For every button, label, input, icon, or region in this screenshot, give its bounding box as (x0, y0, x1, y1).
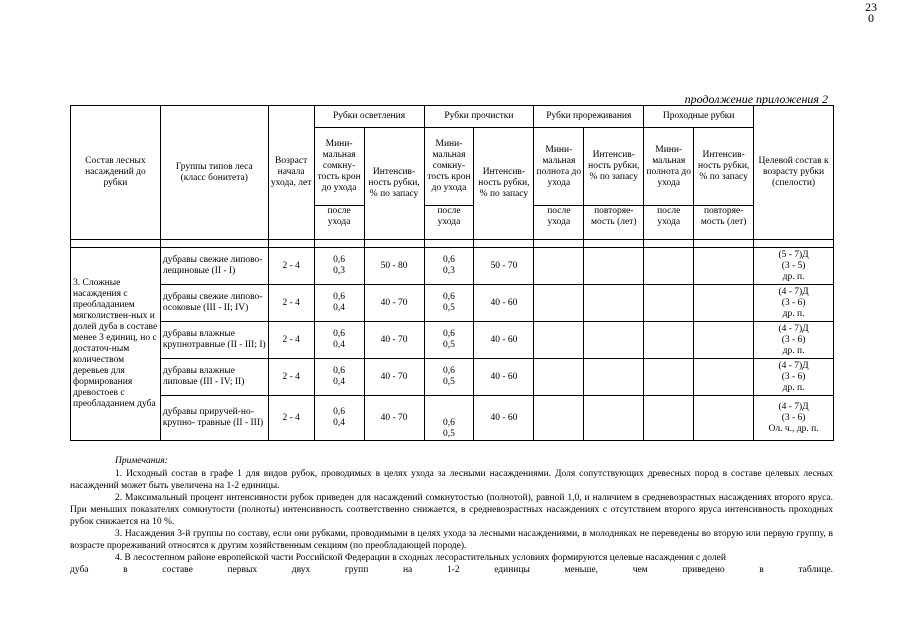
start-age-cell-value: 2 - 4 (282, 371, 300, 382)
clearing-min-cell-value: 0,6 (333, 255, 346, 265)
forest-group-cell-value: дубравы влажные липовые (III - IV; II) (162, 366, 245, 387)
header-thn-repeat: повторяе-мость (лет) (584, 206, 644, 240)
cleaning-min-cell-value: 0,6 (443, 418, 455, 428)
cleaning-intensity-cell-value: 40 - 60 (490, 371, 518, 382)
header-cln-after: после ухода (424, 206, 474, 240)
passage-intensity-cell (694, 285, 754, 322)
cleaning-after-value: 0,5 (443, 303, 455, 313)
cleaning-min-cell-value: 0,6 (443, 255, 455, 265)
header-forest-groups: Группы типов леса (класс бонитета) (160, 106, 268, 240)
forest-group-cell (160, 322, 268, 359)
cleaning-intensity-cell-value: 40 - 60 (490, 297, 518, 308)
cleaning-intensity-cell (474, 396, 534, 441)
cleaning-min-cell (424, 359, 474, 396)
cleaning-intensity-cell (474, 285, 534, 322)
clearing-intensity-cell (364, 359, 424, 396)
clearing-intensity-cell-value: 40 - 70 (380, 334, 408, 345)
passage-min-cell (644, 396, 694, 441)
target-composition-cell-value: (4 - 7)Д (3 - 6) др. п. (778, 323, 809, 356)
note-4: 4. В лесостепном районе европейской части Российской Федерации в сходных лесорастительных условиях формируются целевые насаждения с долей (115, 553, 726, 563)
cleaning-intensity-cell-value: 40 - 60 (490, 334, 518, 345)
cleaning-min-cell (424, 285, 474, 322)
start-age-cell (268, 248, 314, 285)
table-row (71, 285, 834, 322)
header-thn-min: Мини-мальная полнота до ухода (534, 128, 584, 206)
cleaning-min-cell-value: 0,6 (443, 292, 455, 302)
notes-heading: Примечания: (115, 456, 168, 466)
note-1: 1. Исходный состав в графе 1 для видов рубок, проводимых в целях ухода за лесными насаждениями. Доля сопутствующих древесных пород в составе целевых лесных насаждений может быть увеличена на 1-2 единицы. (70, 469, 833, 491)
forest-group-cell-value: дубравы влажные крупнотравные (II - III; I) (162, 329, 266, 350)
passage-min-cell (644, 285, 694, 322)
clearing-min-cell (314, 396, 364, 441)
thinning-min-cell (534, 285, 584, 322)
passage-min-cell (644, 359, 694, 396)
target-composition-cell-value: (4 - 7)Д (3 - 6) др. п. (778, 286, 809, 319)
note-3: 3. Насаждения 3-й группы по составу, если они рубками, проводимыми в целях ухода за лесными насаждениями, в молодняках не переведены во вторую или первую группу, в возрасте прореживаний относятся к другим хозяйственным секциям (по преобладающей породе). (70, 529, 833, 551)
clearing-after-value: 0,4 (333, 303, 346, 313)
cleaning-after-value: 0,3 (443, 266, 455, 276)
header-thn-after: после ухода (534, 206, 584, 240)
cleaning-min-cell (424, 248, 474, 285)
clearing-after-value: 0,4 (333, 340, 346, 350)
header-start-age: Возраст начала ухода, лет (268, 106, 314, 240)
forest-group-cell-value: дубравы приручей-но-крупно- травные (II - III) (162, 407, 264, 428)
forest-group-cell-value: дубравы свежие липово- лещиновые (II - I) (162, 255, 263, 276)
clearing-min-cell-value: 0,6 (333, 407, 346, 417)
cleaning-min-cell (424, 322, 474, 359)
note-4-continuation: дуба в составе первых двух групп на 1-2 единицы меньше, чем приведено в таблице. (70, 565, 833, 575)
passage-intensity-cell (694, 248, 754, 285)
thinning-min-cell (534, 359, 584, 396)
cleaning-intensity-cell (474, 248, 534, 285)
cleaning-intensity-cell-value: 40 - 60 (490, 412, 518, 423)
start-age-cell (268, 285, 314, 322)
clearing-intensity-cell-value: 40 - 70 (380, 371, 408, 382)
start-age-cell (268, 359, 314, 396)
clearing-intensity-cell (364, 248, 424, 285)
start-age-cell-value: 2 - 4 (282, 334, 300, 345)
header-composition: Состав лесных насаждений до рубки (71, 106, 161, 240)
clearing-min-cell-value: 0,6 (333, 292, 346, 302)
table-row (71, 396, 834, 441)
spacer-row (71, 240, 834, 248)
continuation-label: продолжение приложения 2 (684, 92, 828, 106)
cleaning-after-value: 0,5 (443, 429, 455, 439)
clearing-min-cell (314, 248, 364, 285)
cleaning-min-cell (424, 396, 474, 441)
clearing-intensity-cell (364, 285, 424, 322)
target-composition-cell (754, 396, 834, 441)
clearing-intensity-cell-value: 40 - 70 (380, 412, 408, 423)
target-composition-cell (754, 359, 834, 396)
table-row (71, 248, 834, 285)
group-label-value: 3. Сложные насаждения с преобладанием мягколиствен-ных и долей дуба в составе менее 3 единиц, но с достаточ-ным количеством деревьев для формирования древостоев с преобладанием дуба (73, 278, 158, 409)
clearing-min-cell-value: 0,6 (333, 329, 346, 339)
clearing-intensity-cell (364, 396, 424, 441)
header-target: Целевой состав к возрасту рубки (спелости) (754, 106, 834, 240)
cleaning-min-cell-value: 0,6 (443, 329, 455, 339)
clearing-intensity-cell-value: 40 - 70 (380, 297, 408, 308)
thinning-intensity-cell (584, 359, 644, 396)
group-label (71, 248, 161, 441)
notes-section (70, 455, 833, 576)
start-age-cell-value: 2 - 4 (282, 297, 300, 308)
clearing-intensity-cell-value: 50 - 80 (380, 260, 408, 271)
header-cln-int: Интенсив-ность рубки, % по запасу (474, 128, 534, 240)
cleaning-after-value: 0,5 (443, 340, 455, 350)
table-row (71, 359, 834, 396)
forest-group-cell (160, 359, 268, 396)
thinning-min-cell (534, 322, 584, 359)
clearing-intensity-cell (364, 322, 424, 359)
cleaning-intensity-cell (474, 322, 534, 359)
clearing-after-value: 0,3 (333, 266, 346, 276)
cleaning-min-cell-value: 0,6 (443, 366, 455, 376)
target-composition-cell (754, 285, 834, 322)
clearing-min-cell-value: 0,6 (333, 366, 346, 376)
header-clr-after: после ухода (314, 206, 364, 240)
thinning-intensity-cell (584, 322, 644, 359)
start-age-cell-value: 2 - 4 (282, 260, 300, 271)
header-pas-min: Мини-мальная полнота до ухода (644, 128, 694, 206)
thinning-min-cell (534, 396, 584, 441)
passage-min-cell (644, 322, 694, 359)
header-cleaning: Рубки прочистки (424, 106, 534, 128)
passage-intensity-cell (694, 322, 754, 359)
forest-group-cell (160, 396, 268, 441)
cleaning-after-value: 0,5 (443, 377, 455, 387)
header-clr-int: Интенсив-ность рубки, % по запасу (364, 128, 424, 240)
clearing-min-cell (314, 359, 364, 396)
page-number: 23 0 (865, 0, 877, 25)
cleaning-intensity-cell (474, 359, 534, 396)
thinning-min-cell (534, 248, 584, 285)
forest-group-cell-value: дубравы свежие липово- осоковые (III - II; IV) (162, 292, 263, 313)
target-composition-cell (754, 322, 834, 359)
header-passage: Проходные рубки (644, 106, 754, 128)
cleaning-intensity-cell-value: 50 - 70 (490, 260, 518, 271)
clearing-after-value: 0,4 (333, 418, 346, 428)
target-composition-cell-value: (4 - 7)Д (3 - 6) Ол. ч., др. п. (768, 401, 819, 434)
passage-min-cell (644, 248, 694, 285)
header-thn-int: Интенсив-ность рубки, % по запасу (584, 128, 644, 206)
target-composition-cell-value: (5 - 7)Д (3 - 5) др. п. (778, 249, 809, 282)
start-age-cell (268, 322, 314, 359)
start-age-cell-value: 2 - 4 (282, 412, 300, 423)
clearing-after-value: 0,4 (333, 377, 346, 387)
passage-intensity-cell (694, 396, 754, 441)
note-2: 2. Максимальный процент интенсивности рубок приведен для насаждений сомкнутостью (полнотой), равной 1,0, и наличием в средневозрастных насаждениях второго яруса. При меньших показателях сомкнутости (полноты) интенсивность соответственно снижается, в средневозрастных насаждениях с отсутствием второго яруса интенсивность проходных рубок снижается на 10 %. (70, 493, 833, 527)
header-pas-after: после ухода (644, 206, 694, 240)
forest-care-table (70, 105, 834, 441)
header-clearing: Рубки осветления (314, 106, 424, 128)
passage-intensity-cell (694, 359, 754, 396)
clearing-min-cell (314, 285, 364, 322)
forest-group-cell (160, 248, 268, 285)
target-composition-cell-value: (4 - 7)Д (3 - 6) др. п. (778, 360, 809, 393)
header-thinning: Рубки прореживания (534, 106, 644, 128)
start-age-cell (268, 396, 314, 441)
header-pas-repeat: повторяе-мость (лет) (694, 206, 754, 240)
header-cln-min: Мини-мальная сомкну-тость крон до ухода (424, 128, 474, 206)
table-row (71, 322, 834, 359)
thinning-intensity-cell (584, 396, 644, 441)
thinning-intensity-cell (584, 248, 644, 285)
header-clr-min: Мини-мальная сомкну-тость крон до ухода (314, 128, 364, 206)
target-composition-cell (754, 248, 834, 285)
clearing-min-cell (314, 322, 364, 359)
header-pas-int: Интенсив-ность рубки, % по запасу (694, 128, 754, 206)
thinning-intensity-cell (584, 285, 644, 322)
forest-group-cell (160, 285, 268, 322)
